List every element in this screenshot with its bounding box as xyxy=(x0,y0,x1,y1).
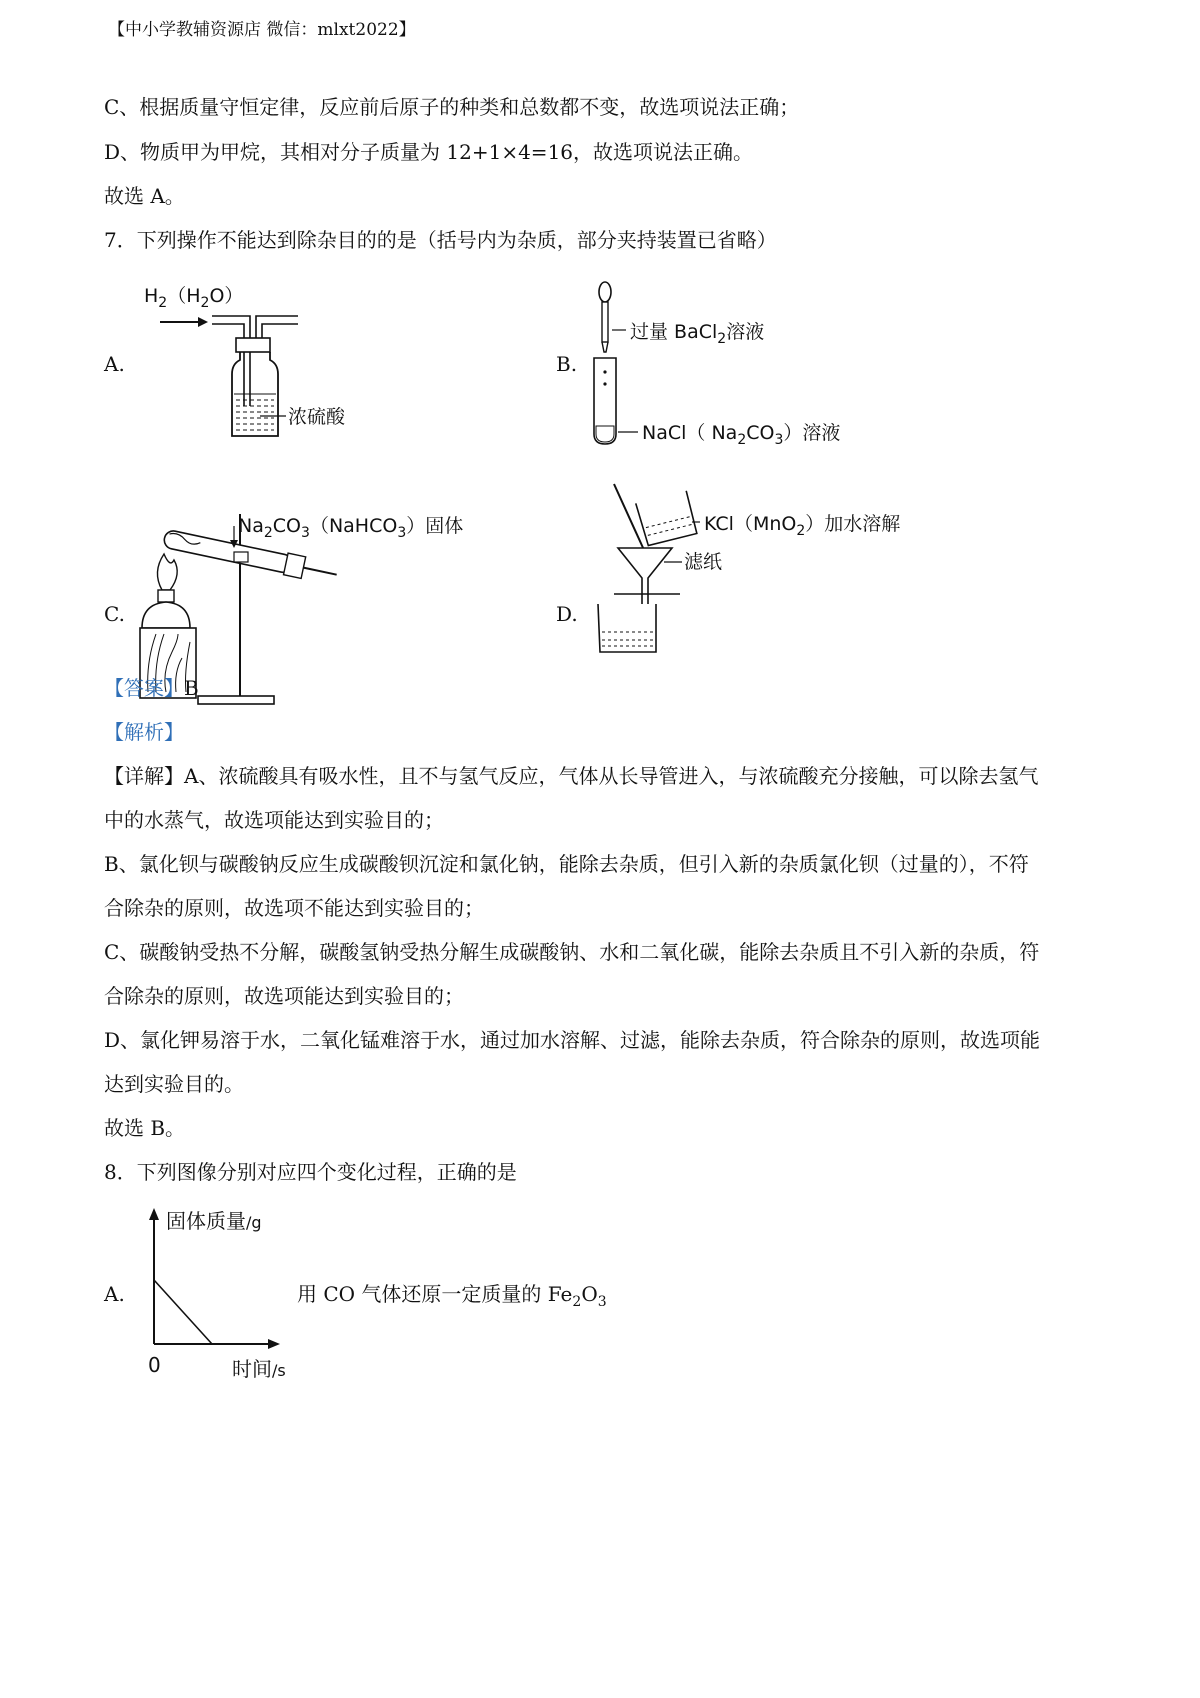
filter-paper-label: 滤纸 xyxy=(684,551,723,573)
alcohol-lamp xyxy=(142,602,190,628)
answer-label: 【答案】 xyxy=(104,676,184,700)
gas-label: $H_2(H_2O)$ xyxy=(144,285,244,311)
origin-label: 0 xyxy=(148,1353,161,1377)
detail-d-line1: D、氯化钾易溶于水，二氧化锰难溶于水，通过加水溶解、过滤，能除去杂质，符合除杂的原则，故选项能 xyxy=(104,1028,1041,1052)
detail-c-line2: 合除杂的原则，故选项能达到实验目的； xyxy=(104,984,464,1008)
option-a-letter: A. xyxy=(104,352,125,376)
series-line xyxy=(154,1280,212,1344)
analysis-label: 【解析】 xyxy=(104,720,184,744)
analysis-line-d: D、物质甲为甲烷，其相对分子质量为 12+1×4=16，故选项说法正确。 xyxy=(104,140,754,164)
detail-a-line1: 【详解】A、浓硫酸具有吸水性，且不与氢气反应，气体从长导管进入，与浓硫酸充分接触，可以除去氢气 xyxy=(104,764,1039,788)
receiving-beaker xyxy=(598,604,656,652)
option-d-letter: D. xyxy=(556,602,578,626)
inlet-arrow-head xyxy=(198,317,208,327)
figure-gas-washing-bottle xyxy=(140,276,380,446)
figure-dropper-test-tube xyxy=(590,276,870,456)
detail-label: 【详解】 xyxy=(104,764,184,788)
option-c-letter: C. xyxy=(104,602,125,626)
stand-base xyxy=(198,696,274,704)
q8-option-a-letter: A. xyxy=(104,1282,125,1306)
dropper-bulb xyxy=(599,282,611,302)
answer-value: B xyxy=(184,676,199,700)
x-axis-arrow xyxy=(268,1339,280,1349)
answer-line xyxy=(104,674,199,702)
answer-choice-prev: 故选 A。 xyxy=(104,184,185,208)
detail-b-line2: 合除杂的原则，故选项不能达到实验目的； xyxy=(104,896,484,920)
page-header: 【中小学教辅资源店 微信：mlxt2022】 xyxy=(108,20,416,40)
funnel xyxy=(618,548,672,606)
x-axis-label: 时间/s xyxy=(232,1357,286,1381)
solid-label: $Na_2CO_3(NaHCO_3)$固体 xyxy=(238,515,464,541)
pouring-beaker xyxy=(636,491,697,546)
figure-filtration xyxy=(584,476,944,676)
analysis-line-c: C、根据质量守恒定律，反应前后原子的种类和总数都不变，故选项说法正确； xyxy=(104,95,800,119)
detail-b-line1: B、氯化钡与碳酸钠反应生成碳酸钡沉淀和氯化钠，能除去杂质，但引入新的杂质氯化钡（过量的），不符 xyxy=(104,852,1029,876)
tube-label: NaCl（ $Na_2CO_3$）溶液 xyxy=(642,422,841,448)
detail-d-line2: 达到实验目的。 xyxy=(104,1072,244,1096)
y-axis-arrow xyxy=(149,1208,159,1220)
detail-c-line1: C、碳酸钠受热不分解，碳酸氢钠受热分解生成碳酸钠、水和二氧化碳，能除去杂质且不引入新的杂质，符 xyxy=(104,940,1040,964)
beaker-label: KCl（MnO$_2$）加水溶解 xyxy=(704,513,901,539)
flame xyxy=(157,554,177,590)
reagent-label: 浓硫酸 xyxy=(288,406,346,428)
lamp-wick-holder xyxy=(158,590,174,602)
question-7-stem: 7．下列操作不能达到除杂目的的是（括号内为杂质，部分夹持装置已省略） xyxy=(104,228,777,252)
dropper-tube xyxy=(602,302,608,342)
question-8-stem: 8．下列图像分别对应四个变化过程，正确的是 xyxy=(104,1160,517,1184)
detail-a-line2: 中的水蒸气，故选项能达到实验目的； xyxy=(104,808,444,832)
stopper xyxy=(236,338,270,352)
dropper-label: 过量 BaCl$_2$溶液 xyxy=(630,321,765,347)
answer-choice-q7: 故选 B。 xyxy=(104,1116,186,1140)
acid-liquid xyxy=(234,394,276,430)
option-b-letter: B. xyxy=(556,352,578,376)
q8-option-a-graph xyxy=(140,1200,310,1390)
q8-option-a-description: 用 CO 气体还原一定质量的 $Fe_2O_3$ xyxy=(297,1282,607,1310)
y-axis-label: 固体质量/g xyxy=(166,1209,262,1233)
clamp xyxy=(234,552,248,562)
